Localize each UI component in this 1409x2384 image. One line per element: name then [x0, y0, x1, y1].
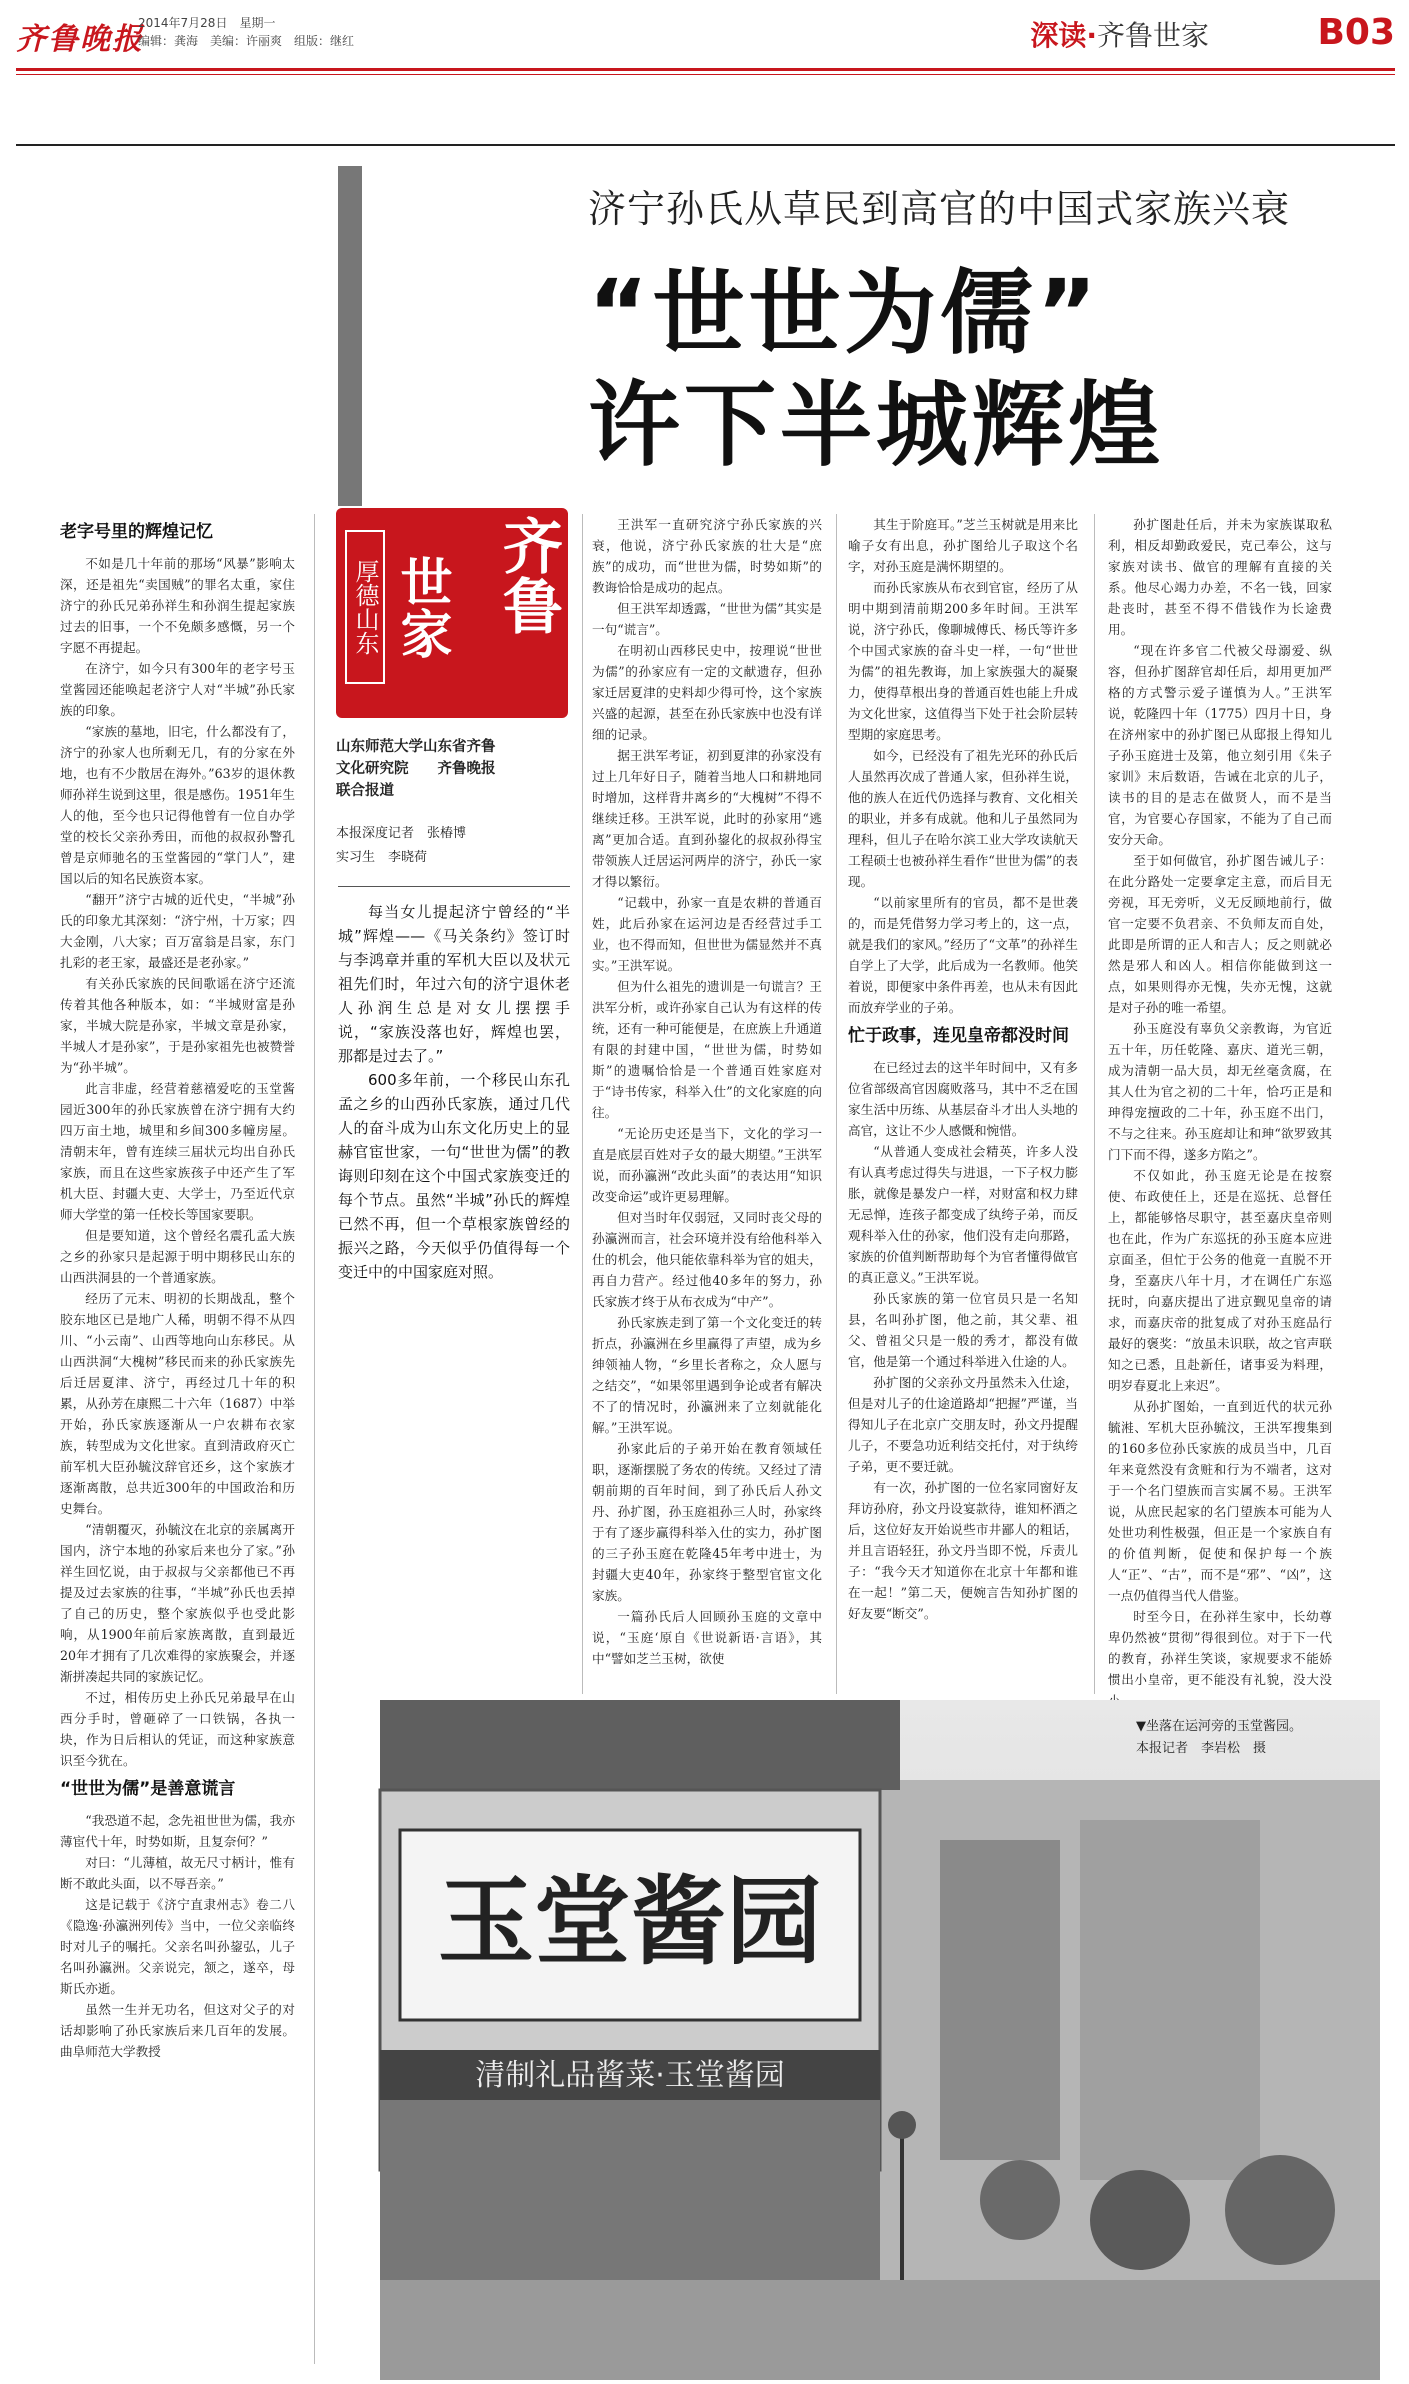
headline-line-2: 许下半城辉煌 [588, 372, 1165, 479]
tree [980, 2160, 1060, 2240]
paragraph: “清朝覆灭，孙毓汶在北京的亲属离开国内，济宁本地的孙家后来也分了家。”孙祥生回忆说，由于叔叔与父亲都他已不再提及过去家族的往事，“半城”孙氏也丢掉了自己的历史，整个家族似乎也受此影响，从1900年前后家族离散，直到最近20年才拥有了几次难得的家族聚会，并逐渐拼凑起共同的家族记忆。 [60, 1522, 295, 1684]
reporter-credit [336, 822, 576, 870]
paragraph: 在已经过去的这半年时间中，又有多位省部级高官因腐败落马，其中不乏在国家生活中历练、从基层奋斗才出人头地的高官，这让不少人感慨和惋惜。 [848, 1060, 1078, 1138]
paragraph: 如今，已经没有了祖先光环的孙氏后人虽然再次成了普通人家，但孙祥生说，他的族人在近代仍选择与教育、文化相关的职业，并多有成就。他和儿子虽然同为理科，但儿子在哈尔滨工业大学攻读航天工程硕士也被孙祥生看作“世世为儒”的表现。 [848, 748, 1078, 889]
paragraph: “记载中，孙家一直是农耕的普通百姓，此后孙家在运河边是否经营过手工业，也不得而知，但世世为儒显然并不真实。”王洪军说。 [592, 895, 822, 973]
paragraph: 不过，相传历史上孙氏兄弟最早在山西分手时，曾砸碎了一口铁锅，各执一块，作为日后相认的凭证，而这种家族意识至今犹在。 [60, 1690, 295, 1768]
tower-building [940, 1840, 1060, 2160]
paragraph: 不如是几十年前的那场“风暴”影响太深，还是祖先“卖国贼”的罪名太重，家住济宁的孙氏兄弟孙祥生和孙润生提起家族过去的旧事，一个不免颇多感慨，另一个字愿不再提起。 [60, 556, 295, 655]
paragraph: 不仅如此，孙玉庭无论是在按察使、布政使任上，还是在巡抚、总督任上，都能够恪尽职守，甚至嘉庆皇帝则也在此，作为广东巡抚的孙玉庭本应进京面圣，但忙于公务的他竟一直脱不开身，至嘉庆八年十月，才在调任广东巡抚时，向嘉庆提出了进京觐见皇帝的请求，而嘉庆帝的批复成了对孙玉庭品行最好的褒奖：“放虽未识联，故之官声联知之已悉，且赴新任，诸事妥为料理，明岁春夏北上来迟”。 [1108, 1168, 1332, 1393]
paragraph: 从孙扩图始，一直到近代的状元孙毓溎、军机大臣孙毓汶，王洪军搜集到的160多位孙氏家族的成员当中，几百年来竟然没有贪赃和行为不端者，这对于一个名门望族而言实属不易。王洪军说，从庶民起家的名门望族本可能为人处世功利性极强，但正是一个家族自有的价值判断，促使和保护每一个族人“正”、“古”，而不是“邪”、“凶”，这一点仍值得当代人借鉴。 [1108, 1399, 1332, 1603]
photo-caption [1136, 1716, 1316, 1760]
page-number: B03 [1317, 12, 1395, 53]
paragraph: “现在许多官二代被父母溺爱、纵容，但孙扩图辞官却任后，却用更加严格的方式警示爱子谨慎为人。”王洪军说，乾隆四十年（1775）四月十日，身在济州家中的孙扩图已从邸报上得知儿子孙玉庭进士及第，他立刻引用《朱子家训》末后数语，告诫在北京的儿子，读书的目的是志在做贤人，而不是当官，为官要心存国家，不能为了自己而安分天命。 [1108, 643, 1332, 847]
org-line: 联合报道 [336, 783, 394, 799]
paragraph: 其生于阶庭耳。”芝兰玉树就是用来比喻子女有出息，孙扩图给儿子取这个名字，对孙玉庭是满怀期望的。 [848, 517, 1078, 574]
caption-text: ▼坐落在运河旁的玉堂酱园。 [1136, 1719, 1302, 1734]
section-heading: 老字号里的辉煌记忆 [60, 522, 213, 542]
org-line: 山东师范大学山东省齐鲁 [336, 739, 496, 755]
paragraph: 孙玉庭没有辜负父亲教诲，为官近五十年，历任乾隆、嘉庆、道光三朝，成为清朝一品大员，却无丝毫贪腐，在其人仕为官之初的二十年，恰巧正是和珅得宠擅政的二十年，孙玉庭不出门，不与之往来。孙玉庭却让和珅“欲罗致其门下而不得，遂多方陷之”。 [1108, 1021, 1332, 1162]
paragraph: 一篇孙氏后人回顾孙玉庭的文章中说，“玉庭‘原自《世说新语·言语》，其中“譬如芝兰玉树，欲使 [592, 1609, 822, 1666]
caption-credit: 本报记者 李岩松 摄 [1136, 1741, 1267, 1756]
masthead: 齐鲁晚报 [16, 22, 144, 57]
paragraph: 在济宁，如今只有300年的老字号玉堂酱园还能唤起老济宁人对“半城”孙氏家族的印象。 [60, 661, 295, 718]
section-red: 深读 [1030, 19, 1087, 52]
street-lamp-head [888, 2111, 916, 2139]
paragraph: 孙氏家族的第一位官员只是一名知县，名叫孙扩图，他之前，其父辈、祖父、曾祖父只是一般的秀才，都没有做官，他是第一个通过科举进入仕途的人。 [848, 1291, 1078, 1369]
paragraph: 但为什么祖先的遗训是一句谎言？王洪军分析，或许孙家自己认为有这样的传统，还有一种可能便是，在庶族上升通道有限的封建中国，“世世为儒，时势如斯”的遗嘱恰恰是一个普通百姓家庭对于“诗书传家，科举入仕”的文化家庭的向往。 [592, 979, 822, 1120]
lead-paragraphs [338, 900, 570, 1284]
paragraph: 此言非虚，经营着慈禧爱吃的玉堂酱园近300年的孙氏家族曾在济宁拥有大约四万亩土地，城里和乡间300多幢房屋。清朝末年，曾有连续三届状元均出自孙氏家族，而且在这些家族孩子中还产生了军机大臣、封疆大吏、大学士，乃至近代京师大学堂的第一任校长等国家要职。 [60, 1081, 295, 1222]
paragraph: 在明初山西移民史中，按理说“世世为儒”的孙家应有一定的文献遗存，但孙家迁居夏津的史料却少得可怜，这个家族兴盛的起源，甚至在孙氏家族中也没有详细的记录。 [592, 643, 822, 742]
lead-paragraph: 每当女儿提起济宁曾经的“半城”辉煌——《马关条约》签订时与李鸿章并重的军机大臣以及状元祖先们时，年过六旬的济宁退休老人孙润生总是对女儿摆摆手说，“家族没落也好，辉煌也罢，那都是过去了。” [338, 903, 570, 1065]
header-rule [16, 68, 1395, 71]
column-rule [1094, 514, 1095, 1694]
paragraph: 有关孙氏家族的民间歌谣在济宁还流传着其他各种版本，如：“半城财富是孙家，半城大院是孙家，半城文章是孙家，半城人才是孙家”，于是孙家祖先也被赞誉为“孙半城”。 [60, 976, 295, 1075]
photo-illustration [380, 1700, 1380, 2380]
tower-building [1080, 1820, 1260, 2180]
paragraph: “翻开”济宁古城的近代史，“半城”孙氏的印象尤其深刻：“济宁州，十万家；四大金刚，八大家；百万富翁是吕家，东门扎彩的老王家，最盛还是老孙家。” [60, 892, 295, 970]
paragraph: “家族的墓地，旧宅，什么都没有了，济宁的孙家人也所剩无几，有的分家在外地，也有不少散居在海外。”63岁的退休教师孙祥生说到这里，很是感伤。1951年生人的他，至今也只记得他曾有一位自办学堂的校长父亲孙秀田，而他的叔叔孙警孔曾是京师驰名的玉堂酱园的“掌门人”，建国以后的知名民族资本家。 [60, 724, 295, 886]
tree [1225, 2155, 1335, 2265]
article-column-4 [1108, 514, 1332, 1694]
seal-big-characters: 齐鲁 [493, 515, 563, 635]
column-rule [582, 514, 583, 1694]
header-rule-thin [16, 74, 1395, 75]
section-heading: 忙于政事，连见皇帝都没时间 [848, 1026, 1069, 1046]
lead-paragraph: 600多年前，一个移民山东孔孟之乡的山西孙氏家族，通过几代人的奋斗成为山东文化历史上的显赫官宦世家，一句“世世为儒”的教诲则印刻在这个中国式家族变迁的每个节点。虽然“半城”孙氏的辉煌已然不再，但一个草根家族曾经的振兴之路，今天似乎仍值得每一个变迁中的中国家庭对照。 [338, 1071, 570, 1281]
paragraph: 时至今日，在孙祥生家中，长幼尊卑仍然被“贯彻”得很到位。对于下一代的教育，孙祥生笑谈，家规要求不能娇惯出小皇帝，更不能没有礼貌，没大没 [1108, 1609, 1332, 1687]
section-dot: · [1086, 19, 1097, 52]
paragraph: “无论历史还是当下，文化的学习一直是底层百姓对子女的最大期望。”王洪军说，而孙瀛洲“改此头面”的表达用“知识改变命运”或许更易理解。 [592, 1126, 822, 1204]
byline-divider [338, 886, 570, 887]
intern-line: 实习生 李晓荷 [336, 850, 428, 865]
photo-yutang-sauce-shop [380, 1700, 1380, 2380]
article-column-3 [848, 514, 1078, 1694]
column-rule [836, 514, 837, 1694]
paragraph: 有一次，孙扩图的一位名家同窗好友拜访孙府，孙文丹设宴款待，谁知杯酒之后，这位好友开始说些市井鄙人的粗话，并且言语轻狂，孙文丹当即不悦，斥责儿子：“我今天才知道你在北京十年都和谁在一起！”第二天，便婉言告知孙扩图的好友要“断交”。 [848, 1480, 1078, 1621]
paragraph: 虽然一生并无功名，但这对父子的对话却影响了孙氏家族后来几百年的发展。曲阜师范大学教授 [60, 2002, 295, 2059]
issue-info [138, 14, 354, 50]
paragraph: “以前家里所有的官员，都不是世袭的，而是凭借努力学习考上的，这一点，就是我们的家风。”经历了“文革”的孙祥生自学上了大学，此后成为一名教师。他笑着说，即便家中条件再差，也从未有因此而放弃学业的子弟。 [848, 895, 1078, 1015]
paragraph: 孙家此后的子弟开始在教育领域任职，逐渐摆脱了务农的传统。又经过了清朝前期的百年时间，到了孙氏后人孙文丹、孙扩图，孙玉庭祖孙三人时，孙家终于有了逐步赢得科举入仕的实力，孙扩图的三子孙玉庭在乾隆45年考中进士，为封疆大吏40年，孙家终于整型官宦文化家族。 [592, 1441, 822, 1603]
paragraph: 对曰：“儿薄植，故无尺寸柄计，惟有断不敢此头面，以不辱吾亲。” [60, 1855, 295, 1891]
headline-accent-bar [338, 166, 362, 506]
headline-line-1: “世世为儒” [588, 260, 1101, 367]
paragraph: 而孙氏家族从布衣到官宦，经历了从明中期到清前期200多年时间。王洪军说，济宁孙氏，像聊城傅氏、杨氏等许多个中国式家族的奋斗史一样，一句“世世为儒”的祖先教诲，加上家族强大的凝聚力，使得草根出身的普通百姓也能上升成为文化世家，这值得当下处于社会阶层转型期的家庭思考。 [848, 580, 1078, 742]
roof-eave [380, 1700, 900, 1790]
reporter-line: 本报深度记者 张椿博 [336, 826, 467, 841]
headline-subtitle: 济宁孙氏从草民到高官的中国式家族兴衰 [588, 187, 1291, 231]
paragraph: 经历了元末、明初的长期战乱，整个胶东地区已是地广人稀，明朝不得不从四川、“小云南”、山西等地向山东移民。从山西洪洞“大槐树”移民而来的孙氏家族先后迁居夏津、济宁，再经过几十年的积累，从孙芳在康熙二十六年（1687）中举开始，孙氏家族逐渐从一户农耕布衣家族，转型成为文化世家。直到清政府灭亡前军机大臣孙毓汶辞官还乡，这个家族才逐渐离散，总共近300年的中国政治和历史舞台。 [60, 1291, 295, 1516]
paragraph: 但是要知道，这个曾经名震孔孟大族之乡的孙家只是起源于明中期移民山东的山西洪洞县的一个普通家族。 [60, 1228, 295, 1285]
section-heading: “世世为儒”是善意谎言 [60, 1779, 236, 1799]
shop-entrance [380, 2100, 880, 2280]
date-line: 2014年7月28日 星期一 [138, 16, 276, 30]
section-name: 齐鲁世家 [1096, 19, 1209, 52]
paragraph: 至于如何做官，孙扩图告诫儿子：在此分路处一定要拿定主意，而后目无旁视，耳无旁听，义无反顾地前行，做官一定要不负君亲、不负师友而自处，此即是所谓的正人和吉人；反之则就必然是邪人和凶人。相信你能做到这一点，如果则得亦无愧，失亦无愧，这就是对子孙的唯一希望。 [1108, 853, 1332, 1015]
paragraph: “我恐道不起，念先祖世世为儒，我亦薄宦代十年，时势如斯，且复奈何？” [60, 1813, 295, 1849]
street-lamp [900, 2130, 904, 2280]
section-title [1030, 14, 1209, 54]
paragraph: 这是记载于《济宁直隶州志》卷二八《隐逸·孙瀛洲列传》当中，一位父亲临终时对儿子的嘱托。父亲名叫孙鋆弘，儿子名叫孙瀛洲。父亲说完，颔之，遂卒，母斯氏亦逝。 [60, 1897, 295, 1996]
tree [1090, 2170, 1190, 2270]
paragraph: “从普通人变成社会精英，许多人没有认真考虑过得失与进退，一下子权力膨胀，就像是暴发户一样，对财富和权力肆无忌惮，连孩子都变成了纨绔子弟，而反观科举入仕的孙家，他们没有走向那路，家族的价值判断帮助每个为官者懂得做官的真正意义。”王洪军说。 [848, 1144, 1078, 1285]
seal-mid-characters: 世家 [391, 555, 452, 659]
top-separator [16, 144, 1395, 146]
paragraph: 孙扩图赴任后，并未为家族谋取私利，相反却勤政爱民，克己奉公，这与家族对读书、做官的理解有直接的关系。他尽心竭力办差，不名一钱，回家赴丧时，甚至不得不借钱作为长途费用。 [1108, 517, 1332, 637]
banner-text: 清制礼品酱菜·玉堂酱园 [475, 2058, 785, 2093]
article-column-2 [592, 514, 822, 1694]
staff-line: 编辑：龚海 美编：许丽爽 组版：继红 [138, 34, 355, 48]
paragraph: 孙氏家族走到了第一个文化变迁的转折点，孙瀛洲在乡里赢得了声望，成为乡绅领袖人物，“乡里长者称之，众人愿与之结交”，“如果邻里遇到争论或者有解决不了的情况时，孙瀛洲来了立刻就能化解。”王洪军说。 [592, 1315, 822, 1435]
paragraph: 孙扩图的父亲孙文丹虽然未入仕途，但是对儿子的仕途道路却“把握”严谨，当得知儿子在北京广交朋友时，孙文丹提醒儿子，不要急功近利结交托付，对于纨绔子弟，更不要迁就。 [848, 1375, 1078, 1474]
shop-sign-text: 玉堂酱园 [438, 1865, 822, 1978]
joint-report-credit [336, 736, 576, 802]
paragraph: 王洪军一直研究济宁孙氏家族的兴衰，他说，济宁孙氏家族的壮大是“庶族”的成功，而“世世为儒，时势如斯”的教诲恰恰是成功的起点。 [592, 517, 822, 595]
article-column-1 [60, 514, 295, 2364]
paragraph: 但王洪军却透露，“世世为儒”其实是一句“谎言”。 [592, 601, 822, 637]
seal-small-characters: 厚德山东 [345, 530, 385, 684]
org-line: 文化研究院 齐鲁晚报 [336, 761, 496, 777]
paragraph: 但对当时年仅弱冠，又同时丧父母的孙瀛洲而言，社会环境并没有给他科举入仕的机会，他只能依靠科举为官的姐夫，再自力营产。经过他40多年的努力，孙氏家族才终于从布衣成为“中产”。 [592, 1210, 822, 1309]
street [380, 2280, 1380, 2380]
paragraph: 据王洪军考证，初到夏津的孙家没有过上几年好日子，随着当地人口和耕地同时增加，这样背井离乡的“大槐树”不得不继续迁移。王洪军说，此时的孙家用“逃离”更加合适。直到孙鋆化的叔叔孙得宝带领族人迁居运河两岸的济宁，孙氏一家才得以繁衍。 [592, 748, 822, 889]
column-rule [314, 514, 315, 2364]
